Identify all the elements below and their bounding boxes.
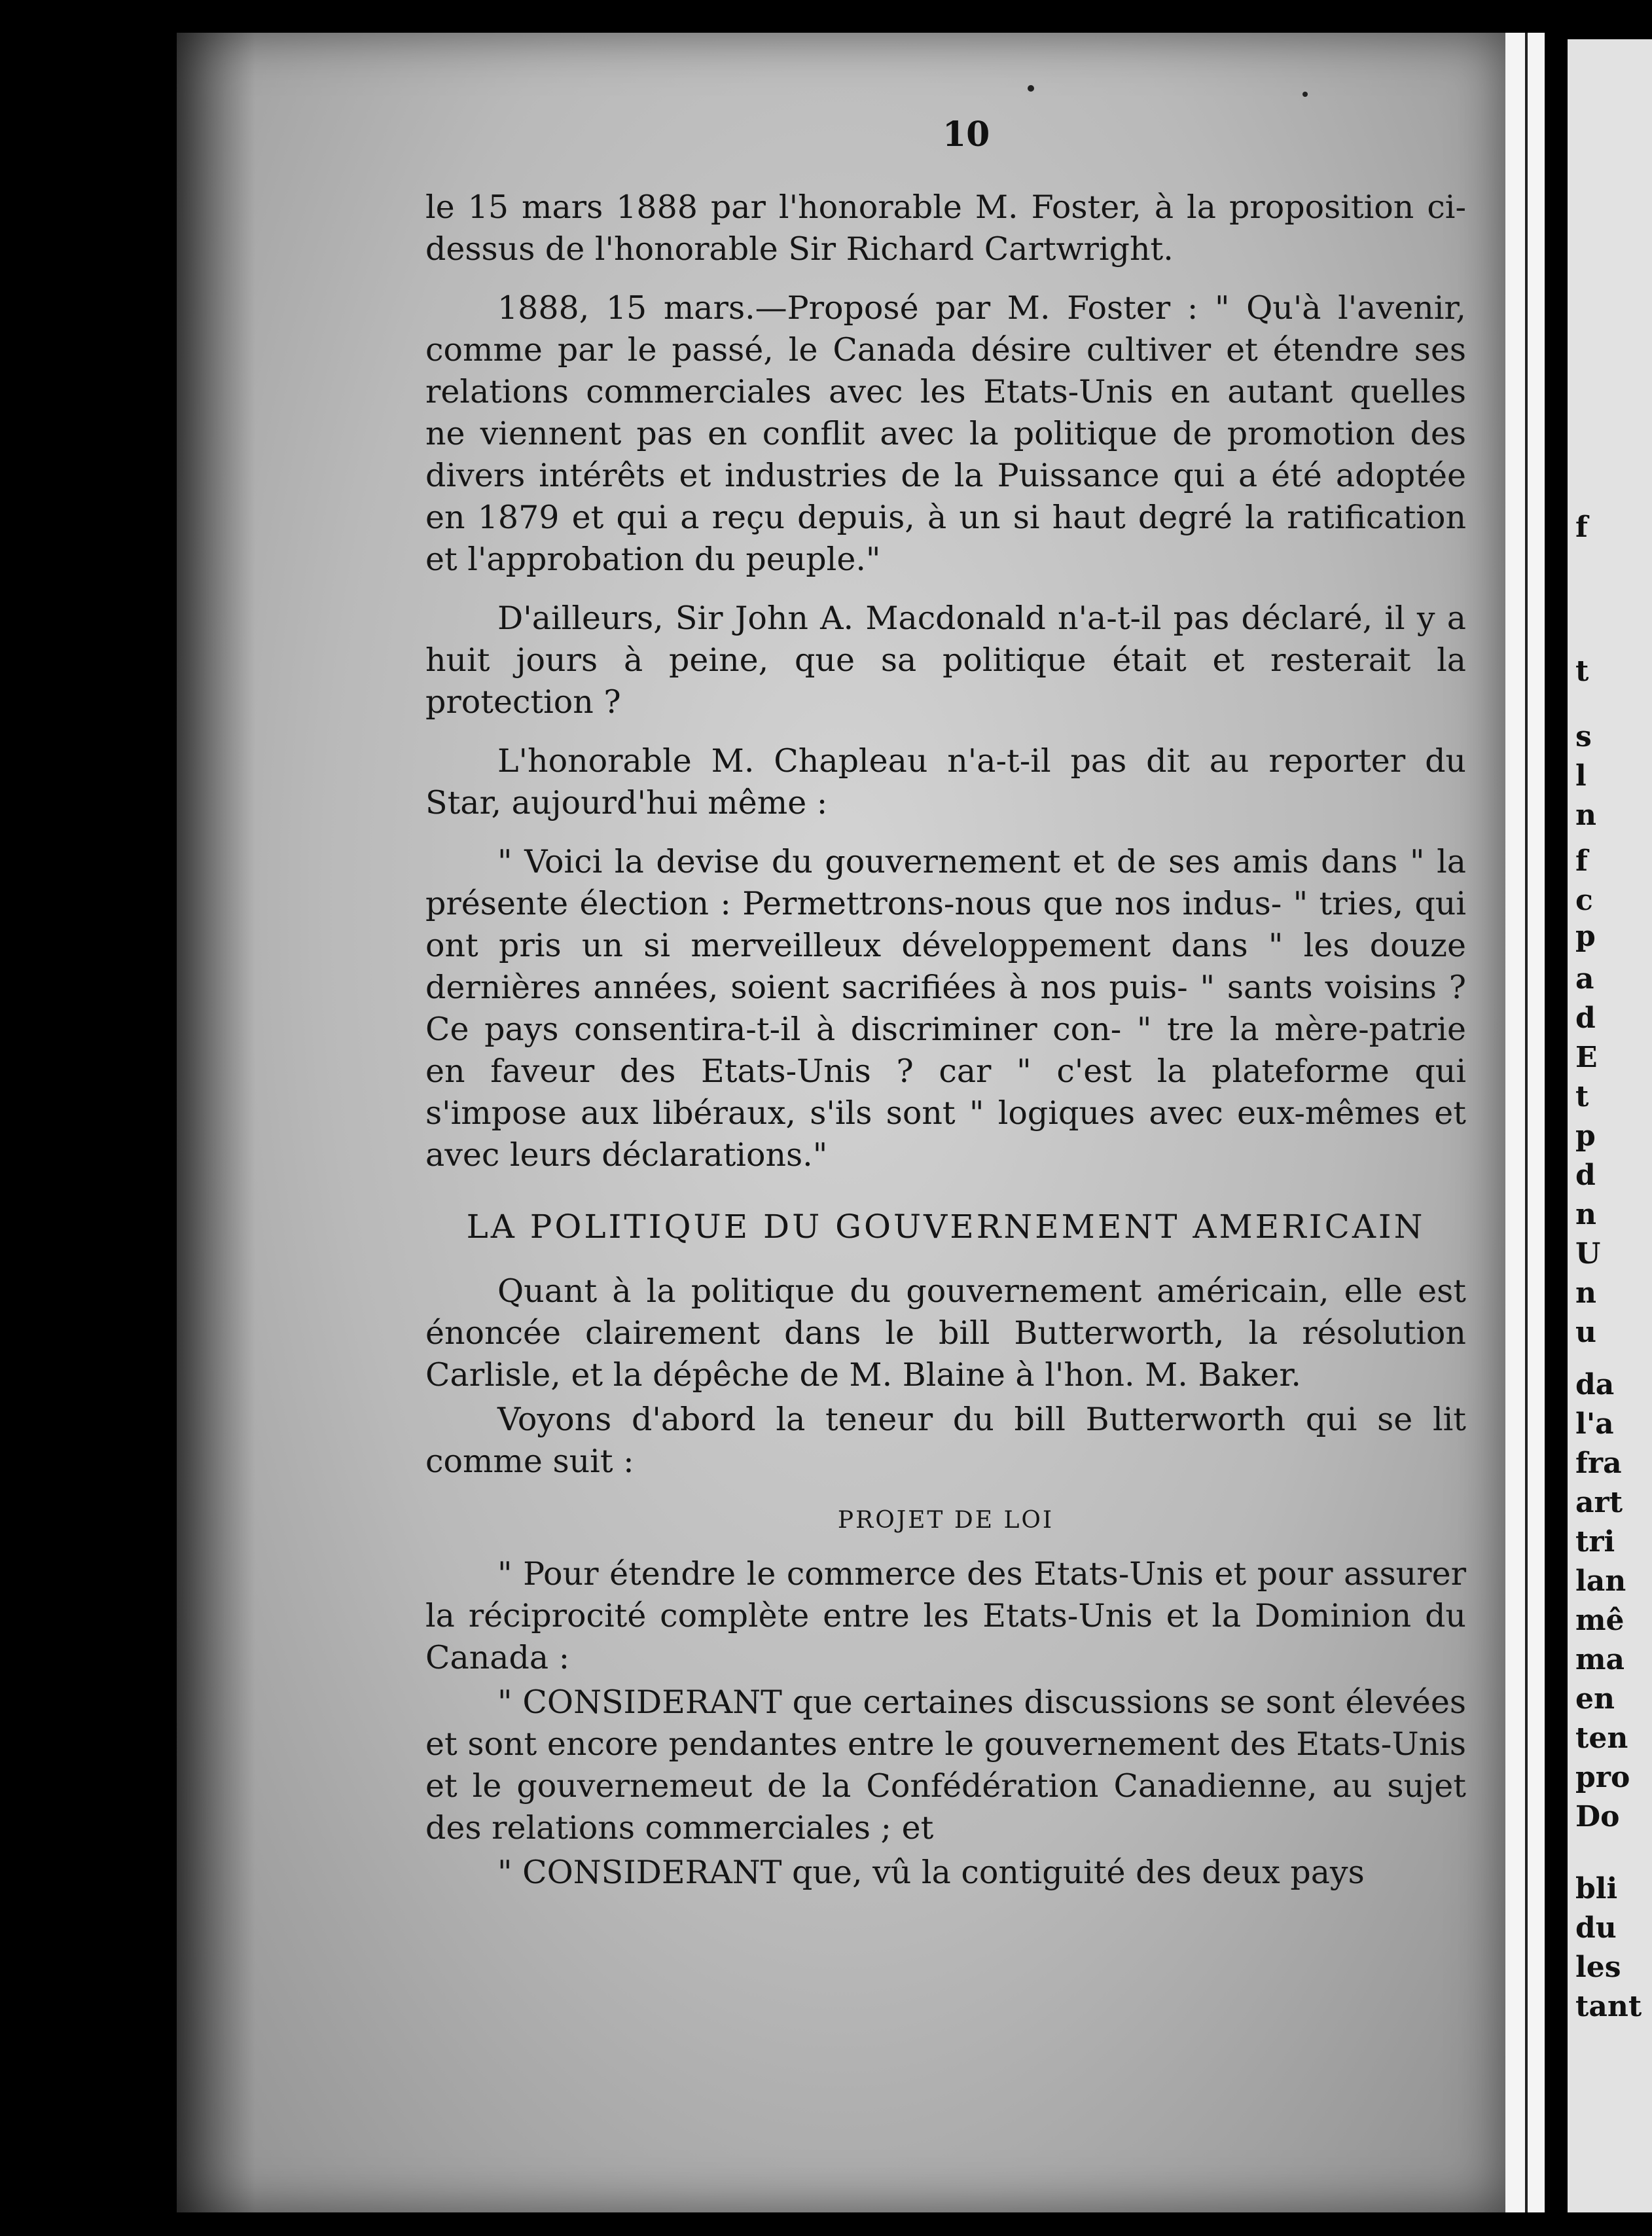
paragraph: Quant à la politique du gouvernement américain, elle est énoncée clairement dans le bill Butterworth, la résolution Carlisle, et la dépêche de M. Blaine à l'hon. M. Baker.	[425, 1272, 1466, 1394]
adjacent-page-fragment: t	[1575, 1080, 1589, 1113]
adjacent-page-fragment: tant	[1575, 1990, 1642, 2023]
paragraph: L'honorable M. Chapleau n'a-t-il pas dit au reporter du Star, aujourd'hui même :	[425, 742, 1466, 821]
adjacent-page-fragment: d	[1575, 1159, 1596, 1192]
adjacent-page-fragment: d	[1575, 1001, 1596, 1035]
adjacent-page-fragment: f	[1575, 511, 1588, 544]
bill-paragraph: " Pour étendre le commerce des Etats-Unis et pour assurer la réciprocité complète entre les Etats-Unis et la Dominion du Canada :	[425, 1555, 1466, 1676]
body-text	[425, 187, 1466, 1911]
adjacent-page-fragment: ten	[1575, 1722, 1628, 1755]
ink-spot	[1302, 92, 1308, 97]
adjacent-page-fragment: U	[1575, 1237, 1601, 1271]
paragraph: le 15 mars 1888 par l'honorable M. Foster, à la proposition ci-dessus de l'honorable Sir Richard Cartwright.	[425, 189, 1466, 268]
paragraph: Voyons d'abord la teneur du bill Butterworth qui se lit comme suit :	[425, 1401, 1466, 1480]
adjacent-page-fragment: a	[1575, 962, 1594, 996]
adjacent-page-fragment: l	[1575, 759, 1587, 793]
adjacent-page-fragment: n	[1575, 1276, 1596, 1310]
paragraph: 1888, 15 mars.—Proposé par M. Foster : " Qu'à l'avenir, comme par le passé, le Canada désire cultiver et étendre ses relations commerciales avec les Etats-Unis en autant quelles ne viennent pas en conflit avec la politique de promotion des divers intérêts et industries de la Puissance qui a été adoptée en 1879 et qui a reçu depuis, à un si haut degré la ratification et l'approbation du peuple."	[425, 289, 1466, 578]
adjacent-page-fragment: t	[1575, 655, 1589, 688]
adjacent-page-fragment: p	[1575, 1119, 1596, 1153]
adjacent-page-fragment: f	[1575, 844, 1588, 878]
adjacent-page-fragment: fra	[1575, 1447, 1622, 1480]
adjacent-page-fragment: lan	[1575, 1564, 1626, 1598]
adjacent-page-fragment: pro	[1575, 1761, 1630, 1794]
quotation: " Voici la devise du gouvernement et de ses amis dans " la présente élection : Permettrons-nous que nos indus- " tries, qui ont pris un si merveilleux développement dans " les douze dernières années, soient sacrifiées à nos puis- " sants voisins ? Ce pays consentira-t-il à discriminer con- " tre la mère-patrie en faveur des Etats-Unis ? car " c'est la plateforme qui s'impose aux libéraux, s'ils sont " logiques avec eux-mêmes et avec leurs déclarations."	[425, 843, 1466, 1174]
adjacent-page-fragment: Do	[1575, 1800, 1620, 1833]
section-heading: LA POLITIQUE DU GOUVERNEMENT AMERICAIN	[466, 1208, 1426, 1246]
ink-spot	[1028, 85, 1034, 92]
bill-paragraph: " CONSIDERANT que certaines discussions se sont élevées et sont encore pendantes entre le gouvernement des Etats-Unis et le gouvernemeut de la Confédération Canadienne, au sujet des relations commerciales ; et	[425, 1684, 1466, 1847]
adjacent-page-fragment: p	[1575, 920, 1596, 953]
gutter-line	[1525, 33, 1528, 2212]
adjacent-page-fragment: mê	[1575, 1604, 1625, 1637]
adjacent-page-fragment: ma	[1575, 1643, 1625, 1676]
adjacent-page	[1568, 39, 1652, 2212]
adjacent-page-fragment: bli	[1575, 1872, 1618, 1905]
adjacent-page-fragment: E	[1575, 1041, 1598, 1074]
bill-paragraph: " CONSIDERANT que, vû la contiguité des deux pays	[497, 1854, 1365, 1891]
adjacent-page-fragment: du	[1575, 1911, 1617, 1945]
adjacent-page-fragment: c	[1575, 884, 1593, 917]
adjacent-page-fragment: l'a	[1575, 1407, 1614, 1441]
adjacent-page-fragment: en	[1575, 1682, 1615, 1716]
adjacent-page-fragment: les	[1575, 1951, 1621, 1984]
adjacent-page-fragment: u	[1575, 1316, 1596, 1349]
adjacent-page-fragment: n	[1575, 799, 1596, 832]
adjacent-page-fragment: da	[1575, 1368, 1615, 1401]
adjacent-page-fragment: n	[1575, 1198, 1596, 1231]
adjacent-page-fragment: art	[1575, 1486, 1623, 1519]
adjacent-page-fragment: s	[1575, 720, 1592, 753]
adjacent-page-fragment: tri	[1575, 1525, 1615, 1559]
page-number: 10	[943, 115, 990, 154]
paragraph: D'ailleurs, Sir John A. Macdonald n'a-t-il pas déclaré, il y a huit jours à peine, que sa politique était et resterait la protection ?	[425, 600, 1466, 721]
subheading: PROJET DE LOI	[837, 1507, 1054, 1534]
